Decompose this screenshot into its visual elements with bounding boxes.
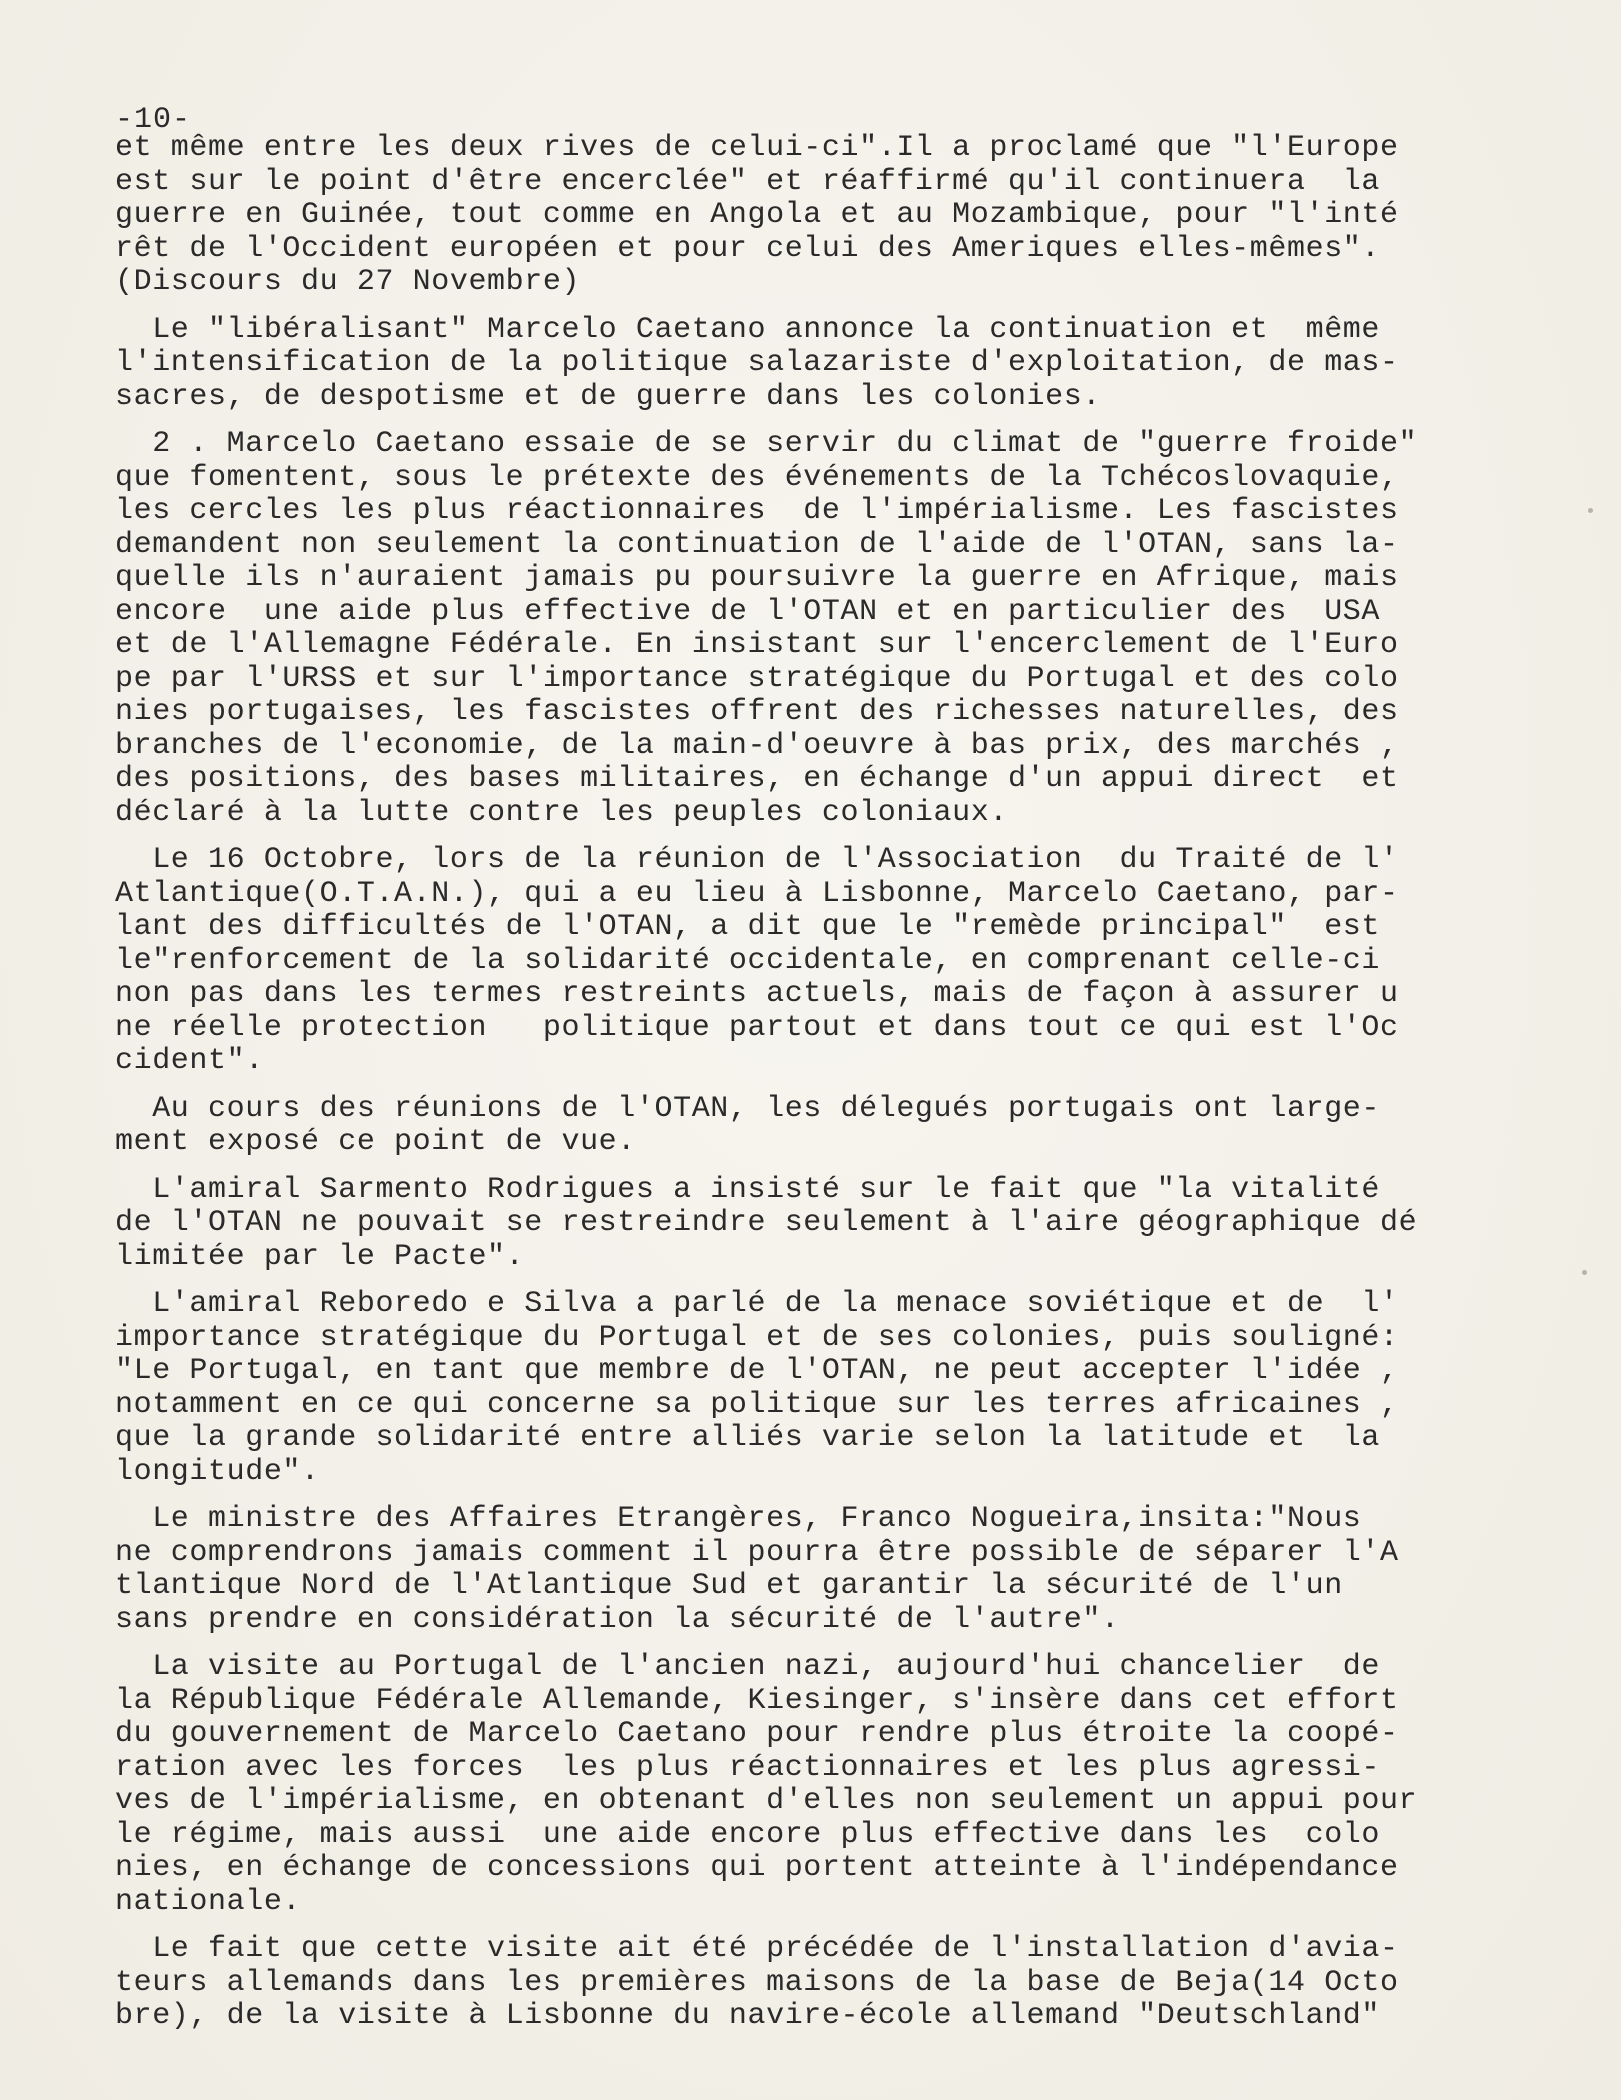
text-line: longitude". <box>115 1454 320 1489</box>
text-line: Au cours des réunions de l'OTAN, les délegués portugais ont large- <box>115 1091 1380 1126</box>
text-line: sacres, de despotisme et de guerre dans les colonies. <box>115 379 1101 414</box>
text-line: le régime, mais aussi une aide encore plus effective dans les colo <box>115 1817 1380 1852</box>
text-line: la République Fédérale Allemande, Kiesinger, s'insère dans cet effort <box>115 1683 1399 1718</box>
text-line: notamment en ce qui concerne sa politique sur les terres africaines , <box>115 1387 1399 1422</box>
text-line: du gouvernement de Marcelo Caetano pour rendre plus étroite la coopé- <box>115 1717 1399 1751</box>
page-number: -10- <box>115 103 192 137</box>
text-line: L'amiral Reboredo e Silva a parlé de la menace soviétique et de l' <box>115 1287 1399 1321</box>
text-line: ne réelle protection politique partout et dans tout ce qui est l'Oc <box>115 1010 1399 1045</box>
text-line: le"renforcement de la solidarité occidentale, en comprenant celle-ci <box>115 943 1380 978</box>
text-line: et même entre les deux rives de celui-ci".Il a proclamé que "l'Europe <box>115 131 1399 165</box>
paragraph <box>115 132 1545 300</box>
document-body <box>115 132 1545 2048</box>
paper-speck <box>1582 1270 1587 1275</box>
paragraph <box>115 314 1545 415</box>
text-line: cident". <box>115 1044 264 1078</box>
text-line: nationale. <box>115 1884 302 1919</box>
paragraph <box>115 1174 1545 1275</box>
text-line: guerre en Guinée, tout comme en Angola et au Mozambique, pour "l'inté <box>115 198 1399 232</box>
text-line: et de l'Allemagne Fédérale. En insistant sur l'encerclement de l'Euro <box>115 628 1399 662</box>
text-line: teurs allemands dans les premières maisons de la base de Beja(14 Octo <box>115 1965 1399 2000</box>
text-line: "Le Portugal, en tant que membre de l'OTAN, ne peut accepter l'idée , <box>115 1354 1399 1388</box>
text-line: quelle ils n'auraient jamais pu poursuivre la guerre en Afrique, mais <box>115 561 1399 595</box>
paragraph <box>115 1288 1545 1489</box>
text-line: est sur le point d'être encerclée" et réaffirmé qu'il continuera la <box>115 164 1380 199</box>
text-line: les cercles les plus réactionnaires de l'impérialisme. Les fascistes <box>115 494 1399 528</box>
text-line: branches de l'economie, de la main-d'oeuvre à bas prix, des marchés , <box>115 728 1399 763</box>
paragraph <box>115 428 1545 830</box>
text-line: Atlantique(O.T.A.N.), qui a eu lieu à Lisbonne, Marcelo Caetano, par- <box>115 876 1399 911</box>
text-line: que la grande solidarité entre alliés varie selon la latitude et la <box>115 1421 1380 1455</box>
text-line: rêt de l'Occident européen et pour celui des Ameriques elles-mêmes". <box>115 231 1380 266</box>
paragraph <box>115 1933 1545 2034</box>
text-line: importance stratégique du Portugal et de ses colonies, puis souligné: <box>115 1320 1399 1355</box>
text-line: de l'OTAN ne pouvait se restreindre seulement à l'aire géographique dé <box>115 1206 1418 1240</box>
paragraph <box>115 1093 1545 1160</box>
text-line: non pas dans les termes restreints actuels, mais de façon à assurer u <box>115 977 1399 1011</box>
text-line: Le ministre des Affaires Etrangères, Franco Nogueira,insita:"Nous <box>115 1502 1362 1536</box>
text-line: ne comprendrons jamais comment il pourra être possible de séparer l'A <box>115 1535 1399 1570</box>
paragraph <box>115 1503 1545 1637</box>
text-line: nies portugaises, les fascistes offrent des richesses naturelles, des <box>115 695 1399 729</box>
text-line: déclaré à la lutte contre les peuples coloniaux. <box>115 795 1008 830</box>
text-line: 2 . Marcelo Caetano essaie de se servir du climat de "guerre froide" <box>115 427 1418 461</box>
text-line: lant des difficultés de l'OTAN, a dit que le "remède principal" est <box>115 910 1380 944</box>
text-line: l'intensification de la politique salazariste d'exploitation, de mas- <box>115 346 1399 380</box>
text-line: sans prendre en considération la sécurité de l'autre". <box>115 1602 1120 1637</box>
text-line: Le "libéralisant" Marcelo Caetano annonce la continuation et même <box>115 312 1380 347</box>
text-line: bre), de la visite à Lisbonne du navire-école allemand "Deutschland" <box>115 1999 1380 2033</box>
paper-speck <box>1588 508 1593 513</box>
text-line: (Discours du 27 Novembre) <box>115 265 581 299</box>
text-line: des positions, des bases militaires, en échange d'un appui direct et <box>115 762 1399 796</box>
text-line: que fomentent, sous le prétexte des événements de la Tchécoslovaquie, <box>115 460 1399 495</box>
text-line: encore une aide plus effective de l'OTAN et en particulier des USA <box>115 594 1380 629</box>
paragraph <box>115 1651 1545 1919</box>
text-line: demandent non seulement la continuation de l'aide de l'OTAN, sans la- <box>115 527 1399 562</box>
text-line: Le fait que cette visite ait été précédée de l'installation d'avia- <box>115 1932 1399 1966</box>
text-line: tlantique Nord de l'Atlantique Sud et garantir la sécurité de l'un <box>115 1569 1343 1603</box>
text-line: ment exposé ce point de vue. <box>115 1125 636 1159</box>
paragraph <box>115 844 1545 1079</box>
text-line: limitée par le Pacte". <box>115 1239 525 1274</box>
text-line: nies, en échange de concessions qui portent atteinte à l'indépendance <box>115 1851 1399 1885</box>
text-line: L'amiral Sarmento Rodrigues a insisté sur le fait que "la vitalité <box>115 1172 1380 1207</box>
text-line: pe par l'URSS et sur l'importance stratégique du Portugal et des colo <box>115 661 1399 696</box>
text-line: ves de l'impérialisme, en obtenant d'elles non seulement un appui pour <box>115 1784 1418 1818</box>
text-line: ration avec les forces les plus réactionnaires et les plus agressi- <box>115 1750 1380 1785</box>
text-line: La visite au Portugal de l'ancien nazi, aujourd'hui chancelier de <box>115 1650 1380 1684</box>
text-line: Le 16 Octobre, lors de la réunion de l'Association du Traité de l' <box>115 843 1399 877</box>
